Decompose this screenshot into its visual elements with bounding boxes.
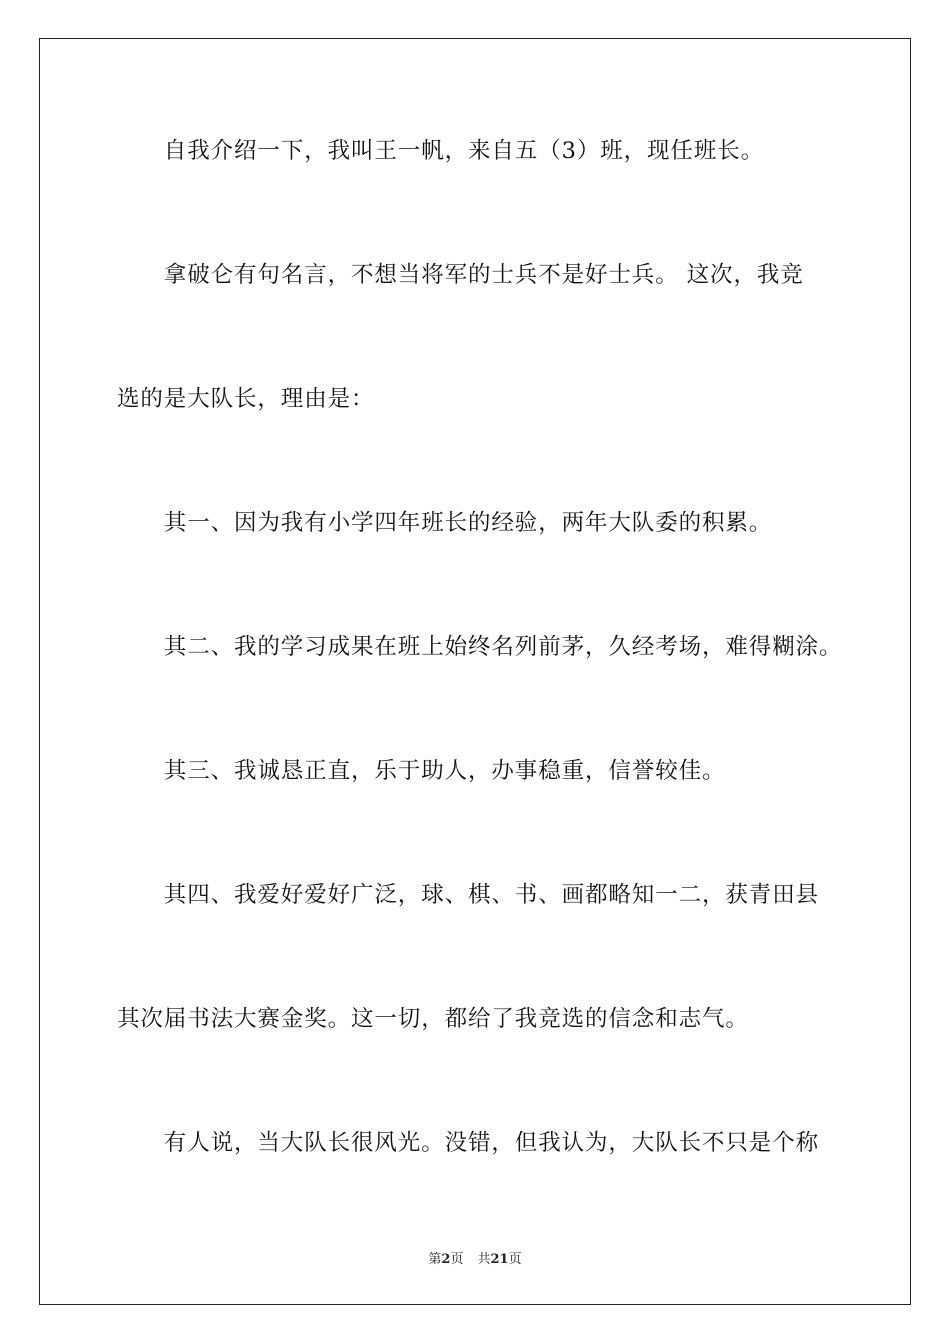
body-line-4: 其一、因为我有小学四年班长的经验，两年大队委的积累。 [117, 510, 773, 536]
page-footer [0, 1248, 950, 1267]
body-line-6: 其三、我诚恳正直，乐于助人，办事稳重，信誉较佳。 [117, 758, 726, 784]
total-pages: 21 [490, 1252, 509, 1267]
page-border [39, 38, 911, 1305]
body-line-9: 有人说，当大队长很风光。没错，但我认为，大队长不只是个称 [117, 1130, 820, 1156]
body-line-7: 其四、我爱好爱好广泛，球、棋、书、画都略知一二，获青田县 [117, 882, 820, 908]
total-prefix: 共 [477, 1252, 491, 1267]
body-line-5: 其二、我的学习成果在班上始终名列前茅，久经考场，难得糊涂。 [117, 634, 843, 660]
body-line-8: 其次届书法大赛金奖。这一切，都给了我竞选的信念和志气。 [117, 1006, 749, 1032]
page-suffix: 页 [450, 1252, 464, 1267]
page-prefix: 第 [428, 1252, 442, 1267]
total-suffix: 页 [508, 1252, 522, 1267]
body-line-1: 自我介绍一下，我叫王一帆，来自五（3）班，现任班长。 [117, 138, 765, 164]
body-line-2: 拿破仑有句名言，不想当将军的士兵不是好士兵。 这次，我竞 [117, 262, 804, 288]
page-number: 2 [441, 1252, 451, 1267]
body-line-3: 选的是大队长，理由是： [117, 386, 375, 412]
